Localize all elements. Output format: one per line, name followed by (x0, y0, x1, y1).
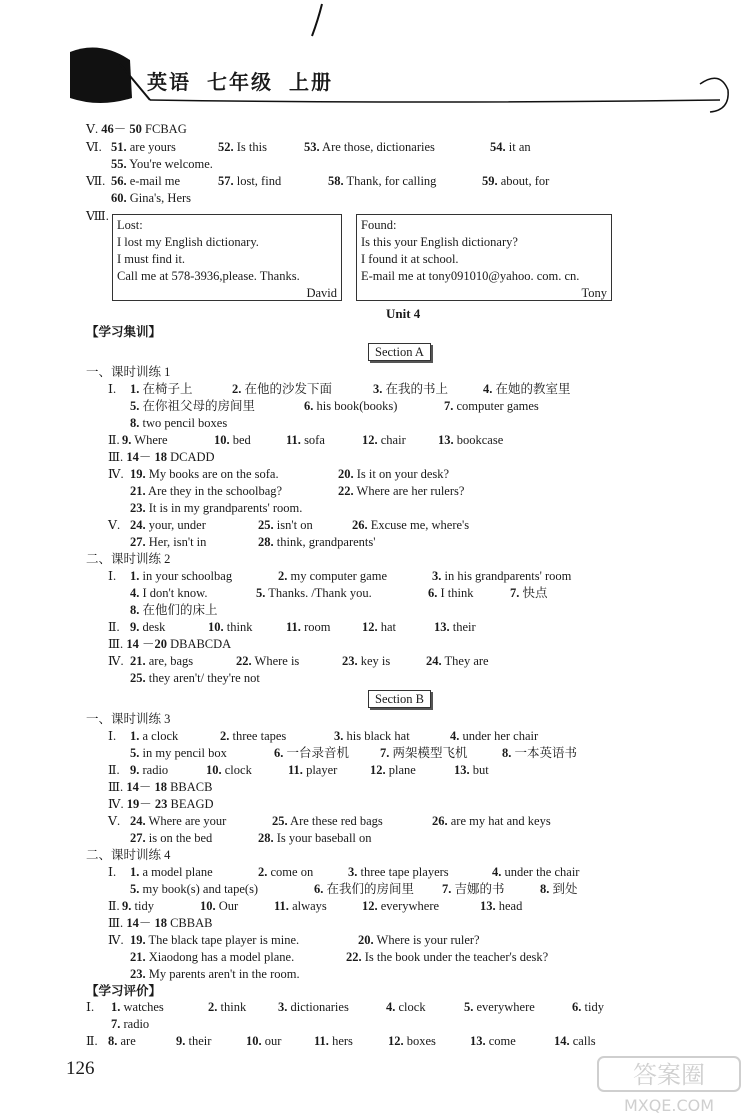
answer-line: Ⅴ. 24. Where are your 25. Are these red bags 26. are my hat and keys (108, 814, 551, 828)
answer-line: 5. my book(s) and tape(s) 6. 在我们的房间里 7. 吉娜的书 8. 到处 (130, 882, 578, 896)
svg-text:MXQE.COM: MXQE.COM (623, 1096, 715, 1115)
header-title (147, 66, 349, 95)
subject: 英语 (147, 70, 191, 94)
answer-line: 7. radio (111, 1017, 150, 1031)
answer-line: Ⅳ. 19. My books are on the sofa. 20. Is it on your desk? (108, 467, 450, 481)
answer-line: Ⅲ. 14－ 18 DCADD (108, 450, 215, 464)
answer-line: 60. Gina's, Hers (111, 191, 192, 205)
answer-line: Ⅱ. 9. tidy 10. Our 11. always 12. everywhere 13. head (108, 899, 523, 913)
answer-line: Ⅰ. 1. watches 2. think 3. dictionaries 4. clock 5. everywhere 6. tidy (86, 1000, 604, 1014)
notice-line: I must find it. (117, 252, 186, 266)
watermark-logo (594, 1053, 744, 1117)
lesson-heading: 一、课时训练 1 (86, 365, 171, 379)
answer-line: 23. It is in my grandparents' room. (130, 501, 303, 515)
lesson-heading: 二、课时训练 2 (86, 552, 171, 566)
answer-line: 8. 在他们的床上 (130, 603, 218, 617)
page-number: 126 (66, 1058, 95, 1079)
answer-line: Ⅳ. 21. are, bags 22. Where is 23. key is 24. They are (108, 654, 489, 668)
answer-line: Ⅲ. 14 －20 DBABCDA (108, 637, 232, 651)
answer-line: Ⅱ. 9. radio 10. clock 11. player 12. plane 13. but (108, 763, 489, 777)
answer-line: Ⅲ. 14－ 18 BBACB (108, 780, 213, 794)
answer-line: 55. You're welcome. (111, 157, 213, 171)
answer-line: 27. is on the bed 28. Is your baseball on (130, 831, 372, 845)
header-decoration (0, 0, 750, 120)
answer-line: 21. Xiaodong has a model plane. 22. Is the book under the teacher's desk? (130, 950, 549, 964)
answer-line: Ⅰ. 1. in your schoolbag 2. my computer game 3. in his grandparents' room (108, 569, 572, 583)
unit-title: Unit 4 (386, 306, 421, 321)
notice-signature: Tony (581, 286, 607, 300)
notice-signature: David (306, 286, 337, 300)
answer-line: Ⅲ. 14－ 18 CBBAB (108, 916, 213, 930)
lesson-heading: 二、课时训练 4 (86, 848, 171, 862)
answer-line: Ⅱ. 8. are 9. their 10. our 11. hers 12. boxes 13. come 14. calls (86, 1034, 596, 1048)
answer-line: 27. Her, isn't in 28. think, grandparents' (130, 535, 376, 549)
answer-line: 25. they aren't/ they're not (130, 671, 260, 685)
answer-line: 5. in my pencil box 6. 一台录音机 7. 两架模型飞机 8. 一本英语书 (130, 746, 578, 760)
answer-line: 8. two pencil boxes (130, 416, 228, 430)
notice-line: Is this your English dictionary? (361, 235, 518, 249)
answer-line: Ⅵ. 51. are yours 52. Is this 53. Are those, dictionaries 54. it an (86, 140, 531, 154)
answer-line: Ⅴ. 24. your, under 25. isn't on 26. Excuse me, where's (108, 518, 470, 532)
answer-line: Ⅰ. 1. a model plane 2. come on 3. three tape players 4. under the chair (108, 865, 580, 879)
answer-line: Ⅰ. 1. 在椅子上 2. 在他的沙发下面 3. 在我的书上 4. 在她的教室里 (108, 382, 571, 396)
answer-line: Ⅷ. (86, 209, 109, 223)
answer-line: Ⅶ. 56. e-mail me 57. lost, find 58. Thank, for calling 59. about, for (86, 174, 550, 188)
answer-line: Ⅳ. 19. The black tape player is mine. 20. Where is your ruler? (108, 933, 480, 947)
lost-notice (112, 214, 342, 301)
notice-line: Lost: (117, 218, 143, 232)
answer-line: Ⅳ. 19－ 23 BEAGD (108, 797, 214, 811)
answer-line: Ⅱ. 9. desk 10. think 11. room 12. hat 13. their (108, 620, 476, 634)
notice-line: I lost my English dictionary. (117, 235, 259, 249)
section-heading: 【学习评价】 (86, 984, 162, 998)
section-a-label: Section A (368, 343, 431, 361)
section-heading: 【学习集训】 (86, 325, 162, 339)
volume: 上册 (289, 70, 333, 94)
lesson-heading: 一、课时训练 3 (86, 712, 171, 726)
svg-text:答案圈: 答案圈 (633, 1061, 705, 1089)
answer-line: 4. I don't know. 5. Thanks. /Thank you. 6. I think 7. 快点 (130, 586, 548, 600)
notice-line: I found it at school. (361, 252, 459, 266)
answer-line: Ⅴ. 46－ 50 FCBAG (86, 122, 187, 136)
answer-line: Ⅱ. 9. Where 10. bed 11. sofa 12. chair 13. bookcase (108, 433, 504, 447)
answer-line: Ⅰ. 1. a clock 2. three tapes 3. his black hat 4. under her chair (108, 729, 539, 743)
section-b-label: Section B (368, 690, 431, 708)
answer-line: 21. Are they in the schoolbag? 22. Where are her rulers? (130, 484, 465, 498)
answer-line: 23. My parents aren't in the room. (130, 967, 300, 981)
notice-line: Call me at 578-3936,please. Thanks. (117, 269, 300, 283)
grade: 七年级 (207, 70, 273, 94)
notice-line: E-mail me at tony091010@yahoo. com. cn. (361, 269, 580, 283)
answer-line: 5. 在你祖父母的房间里 6. his book(books) 7. computer games (130, 399, 539, 413)
found-notice (356, 214, 612, 301)
notice-line: Found: (361, 218, 397, 232)
